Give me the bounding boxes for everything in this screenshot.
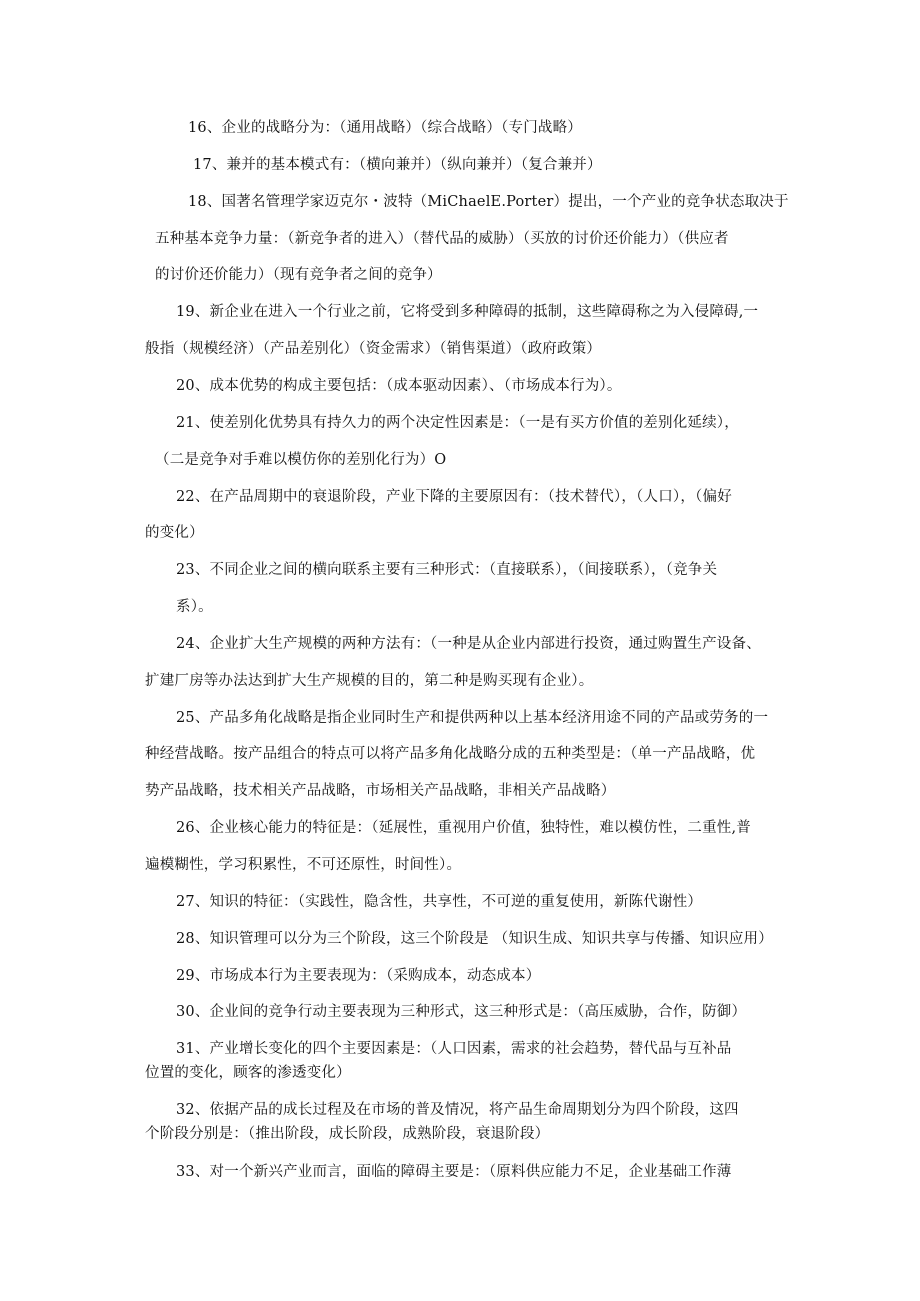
text-line: 32、依据产品的成长过程及在市场的普及情况，将产品生命周期划分为四个阶段，这四 — [176, 1102, 739, 1118]
text-line: 17、兼并的基本模式有：（横向兼并）（纵向兼并）（复合兼并） — [193, 157, 602, 173]
text-line: 五种基本竞争力量：（新竞争者的进入）（替代品的威胁）（买放的讨价还价能力）（供应者 — [155, 231, 729, 247]
text-line: 扩建厂房等办法达到扩大生产规模的目的，第二种是购买现有企业）。 — [145, 673, 594, 689]
text-line: 的讨价还价能力）（现有竞争者之间的竞争） — [155, 267, 442, 283]
text-line: 遍模糊性，学习积累性，不可还原性，时间性）。 — [145, 857, 462, 873]
text-line: 18、国著名管理学家迈克尔・波特（MiChaelE.Porter）提出，一个产业的竞争状态取决于 — [188, 194, 789, 210]
text-line: 26、企业核心能力的特征是：（延展性，重视用户价值，独特性，难以模仿性，二重性,普 — [176, 820, 752, 836]
text-line: （二是竞争对手难以模仿你的差别化行为）O — [155, 452, 447, 468]
text-line: 28、知识管理可以分为三个阶段，这三个阶段是 （知识生成、知识共享与传播、知识应用） — [176, 931, 773, 947]
text-line: 的变化） — [145, 525, 204, 541]
text-line: 31、产业增长变化的四个主要因素是：（人口因素，需求的社会趋势，替代品与互补品 — [176, 1041, 732, 1057]
text-line: 势产品战略，技术相关产品战略，市场相关产品战略，非相关产品战略） — [145, 783, 616, 799]
text-line: 23、不同企业之间的横向联系主要有三种形式：（直接联系），（间接联系），（竞争关 — [176, 562, 718, 578]
text-line: 33、对一个新兴产业而言，面临的障碍主要是：（原料供应能力不足，企业基础工作薄 — [176, 1164, 732, 1180]
text-line: 般指（规模经济）（产品差别化）（资金需求）（销售渠道）（政府政策） — [145, 341, 602, 357]
text-line: 20、成本优势的构成主要包括：（成本驱动因素）、（市场成本行为）。 — [176, 378, 622, 394]
text-line: 种经营战略。按产品组合的特点可以将产品多角化战略分成的五种类型是：（单一产品战略，优 — [145, 746, 756, 762]
text-line: 位置的变化，顾客的渗透变化） — [145, 1065, 351, 1081]
text-line: 29、市场成本行为主要表现为：（采购成本，动态成本） — [176, 968, 541, 984]
text-line: 24、企业扩大生产规模的两种方法有：（一种是从企业内部进行投资，通过购置生产设备、 — [176, 636, 761, 652]
text-line: 25、产品多角化战略是指企业同时生产和提供两种以上基本经济用途不同的产品或劳务的一 — [176, 710, 769, 726]
text-line: 30、企业间的竞争行动主要表现为三种形式，这三种形式是：（高压威胁，合作，防御） — [176, 1004, 747, 1020]
text-line: 27、知识的特征：（实践性，隐含性，共享性，不可逆的重复使用，新陈代谢性） — [176, 894, 703, 910]
text-line: 19、新企业在进入一个行业之前，它将受到多种障碍的抵制，这些障碍称之为入侵障碍,一 — [176, 304, 759, 320]
text-line: 个阶段分别是：（推出阶段，成长阶段，成熟阶段，衰退阶段） — [145, 1126, 550, 1142]
text-line: 16、企业的战略分为：（通用战略）（综合战略）（专门战略） — [188, 120, 582, 136]
text-line: 系）。 — [176, 599, 213, 615]
text-line: 21、使差别化优势具有持久力的两个决定性因素是：（一是有买方价值的差别化延续）， — [176, 415, 739, 431]
text-line: 22、在产品周期中的衰退阶段，产业下降的主要原因有：（技术替代），（人口），（偏好 — [176, 489, 732, 505]
